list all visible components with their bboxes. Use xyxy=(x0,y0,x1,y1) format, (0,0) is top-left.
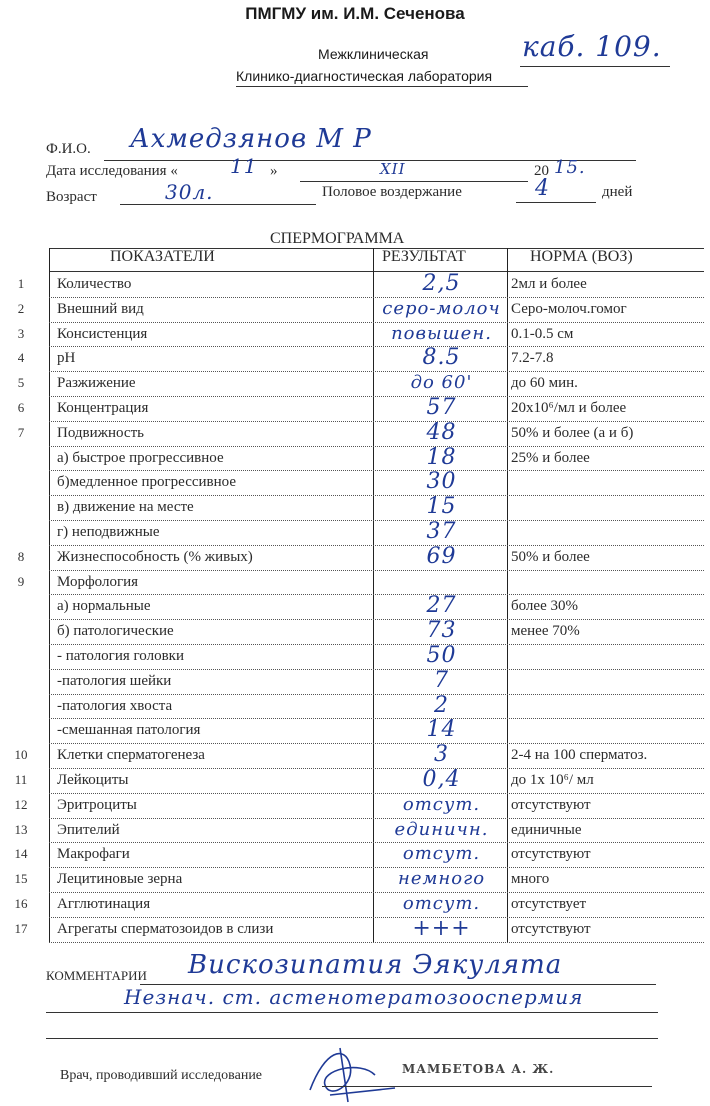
row-number: 4 xyxy=(17,350,25,366)
table-row xyxy=(17,271,704,298)
row-indicator: Агглютинация xyxy=(57,895,151,912)
row-result: 69 xyxy=(426,543,457,569)
row-number: 14 xyxy=(14,846,28,862)
age-value: 30л. xyxy=(165,180,214,204)
row-result: до 60' xyxy=(410,372,473,394)
row-indicator: Консистенция xyxy=(57,325,148,342)
row-norm: 7.2-7.8 xyxy=(511,350,554,367)
age-label: Возраст xyxy=(46,189,97,205)
row-norm: 2мл и более xyxy=(511,276,587,292)
row-result: 37 xyxy=(426,518,457,544)
row-indicator: Клетки сперматогенеза xyxy=(57,747,205,764)
cabinet-number: каб. 109. xyxy=(522,30,662,63)
row-indicator: Подвижность xyxy=(57,424,144,441)
table-row xyxy=(14,868,704,893)
row-result: 50 xyxy=(426,642,457,668)
row-number: 11 xyxy=(14,771,28,787)
row-result: 0,4 xyxy=(422,766,461,792)
date-day: 11 xyxy=(230,154,258,178)
row-norm: отсутствуют xyxy=(511,920,591,937)
age-line xyxy=(120,204,316,205)
table-top-border xyxy=(49,248,704,249)
row-number: 3 xyxy=(17,325,25,341)
row-result: 2 xyxy=(434,692,449,718)
name-label: Ф.И.О. xyxy=(46,141,91,157)
date-quote-close: » xyxy=(270,163,278,179)
row-result: единичн. xyxy=(394,818,489,840)
row-indicator: Эритроциты xyxy=(57,796,137,813)
lab-title: ПМГМУ им. И.М. Сеченова xyxy=(245,4,465,23)
row-indicator: - патология головки xyxy=(57,647,184,664)
table-row xyxy=(49,692,704,720)
row-indicator: Макрофаги xyxy=(57,846,130,863)
row-result: 14 xyxy=(426,717,457,743)
row-indicator: pH xyxy=(57,350,76,367)
table-row xyxy=(17,322,704,348)
row-number: 10 xyxy=(14,747,28,763)
date-label: Дата исследования « xyxy=(46,163,178,179)
table-row xyxy=(49,642,704,670)
table-row xyxy=(17,571,704,596)
row-indicator: а) нормальные xyxy=(57,598,151,615)
row-number: 2 xyxy=(17,300,25,316)
table-row xyxy=(17,297,704,323)
comments-label: КОММЕНТАРИИ xyxy=(46,968,147,983)
table-row xyxy=(17,419,704,447)
row-result: 3 xyxy=(434,742,449,768)
table-row xyxy=(49,496,704,521)
row-indicator: -патология хвоста xyxy=(57,697,173,714)
doctor-line xyxy=(322,1086,652,1087)
department-line-2: Клинико-диагностическая лаборатория xyxy=(236,68,493,84)
row-norm: отсутствует xyxy=(511,895,587,912)
table-row xyxy=(14,793,704,819)
row-number: 9 xyxy=(17,573,25,589)
doctor-label: Врач, проводивший исследование xyxy=(60,1068,263,1083)
row-indicator: Лейкоциты xyxy=(57,771,129,788)
row-norm: более 30% xyxy=(511,598,578,615)
row-indicator: Жизнеспособность (% живых) xyxy=(57,548,253,565)
row-result: серо-молоч xyxy=(382,297,501,319)
row-indicator: Внешний вид xyxy=(57,300,144,317)
row-result: 73 xyxy=(426,618,457,644)
row-number: 6 xyxy=(17,399,25,415)
table-row xyxy=(49,444,704,472)
row-result: отсут. xyxy=(402,892,481,914)
row-indicator: Агрегаты сперматозоидов в слизи xyxy=(57,920,274,937)
table-row xyxy=(14,915,704,943)
spermogram-table xyxy=(14,271,704,943)
date-month: XII xyxy=(380,160,406,178)
table-row xyxy=(17,345,704,372)
table-row xyxy=(17,543,704,571)
table-row xyxy=(14,892,704,918)
table-row xyxy=(14,818,704,844)
row-number: 15 xyxy=(14,871,28,887)
row-indicator: Количество xyxy=(57,276,132,292)
comments-line-rule-3 xyxy=(46,1038,658,1039)
table-row xyxy=(49,595,704,620)
table-row xyxy=(49,471,704,496)
row-norm: менее 70% xyxy=(511,623,580,640)
abstinence-label: Половое воздержание xyxy=(322,184,462,200)
row-result: отсут. xyxy=(402,793,481,815)
row-norm: до 1х 10⁶/ мл xyxy=(511,771,594,788)
row-result: 30 xyxy=(426,469,457,495)
department-underline xyxy=(236,86,528,87)
row-number: 17 xyxy=(14,920,28,936)
row-indicator: г) неподвижные xyxy=(57,523,160,540)
row-indicator: Лецитиновые зерна xyxy=(57,871,183,888)
table-row xyxy=(49,620,704,645)
comments-line-1: Вискозипатия Эякулята xyxy=(188,950,563,980)
row-norm: 20х10⁶/мл и более xyxy=(511,399,627,416)
cabinet-underline xyxy=(520,66,670,67)
table-row xyxy=(49,518,704,546)
table-row xyxy=(17,372,704,397)
row-number: 16 xyxy=(14,895,28,911)
row-norm: много xyxy=(511,871,550,888)
row-indicator: -патология шейки xyxy=(57,672,172,689)
row-indicator: Эпителий xyxy=(57,821,120,838)
row-indicator: -смешанная патология xyxy=(57,722,201,739)
abstinence-unit: дней xyxy=(602,184,633,200)
row-norm: 2-4 на 100 сперматоз. xyxy=(511,747,648,764)
row-indicator: б) патологические xyxy=(57,623,174,640)
abstinence-line xyxy=(516,202,596,203)
row-number: 7 xyxy=(17,424,25,440)
row-norm: отсутствуют xyxy=(511,796,591,813)
row-result: повышен. xyxy=(391,322,492,344)
row-number: 5 xyxy=(17,375,25,391)
row-indicator: Разжижение xyxy=(57,375,136,392)
row-result: 2,5 xyxy=(422,271,461,296)
spermogram-title: СПЕРМОГРАММА xyxy=(270,230,405,247)
abstinence-value: 4 xyxy=(535,176,550,201)
row-number: 13 xyxy=(14,821,28,837)
row-result: отсут. xyxy=(402,843,481,865)
row-number: 1 xyxy=(17,276,25,291)
doctor-signature xyxy=(300,1040,400,1106)
row-result: 8.5 xyxy=(422,345,461,371)
row-indicator: б)медленное прогрессивное xyxy=(57,474,237,491)
comments-line-rule-2 xyxy=(46,1012,658,1013)
col-header-norm: НОРМА (ВОЗ) xyxy=(530,248,633,265)
table-row xyxy=(14,742,704,769)
row-result: немного xyxy=(397,868,486,890)
row-indicator: Морфология xyxy=(57,573,139,590)
row-norm: 50% и более xyxy=(511,548,590,565)
row-norm: Серо-молоч.гомог xyxy=(511,300,627,317)
doctor-stamp: МАМБЕТОВА А. Ж. xyxy=(402,1062,555,1076)
table-row xyxy=(14,843,704,868)
table-row xyxy=(49,719,704,744)
col-header-indicator: ПОКАЗАТЕЛИ xyxy=(110,248,215,265)
row-result: 57 xyxy=(426,394,457,420)
date-month-line xyxy=(300,181,528,182)
row-result: 15 xyxy=(426,494,457,520)
row-result: 7 xyxy=(434,667,449,693)
row-norm: 25% и более xyxy=(511,449,590,466)
row-indicator: в) движение на месте xyxy=(57,499,194,516)
row-norm: 0.1-0.5 см xyxy=(511,325,574,342)
table-row xyxy=(49,667,704,695)
table-row xyxy=(14,766,704,794)
row-norm: 50% и более (а и б) xyxy=(511,424,634,441)
row-indicator: а) быстрое прогрессивное xyxy=(57,449,224,466)
row-result: 18 xyxy=(426,444,457,470)
date-year-prefix: 20 xyxy=(534,163,549,179)
row-number: 12 xyxy=(14,796,28,812)
row-indicator: Концентрация xyxy=(57,399,149,416)
row-norm: единичные xyxy=(511,821,582,838)
table-row xyxy=(17,394,704,422)
patient-name: Ахмедзянов М Р xyxy=(130,124,372,154)
row-result: +++ xyxy=(412,915,471,941)
row-number: 8 xyxy=(17,548,25,564)
date-year: 15. xyxy=(554,157,586,178)
col-header-result: РЕЗУЛЬТАТ xyxy=(382,248,466,265)
row-norm: отсутствуют xyxy=(511,846,591,863)
row-norm: до 60 мин. xyxy=(511,375,578,392)
comments-line-2: Незнач. ст. астенотератозооспермия xyxy=(124,985,584,1009)
comments-line-rule-1 xyxy=(140,984,656,985)
row-result: 27 xyxy=(426,593,457,619)
department-line-1: Межклиническая xyxy=(318,46,429,62)
row-result: 48 xyxy=(426,419,457,445)
